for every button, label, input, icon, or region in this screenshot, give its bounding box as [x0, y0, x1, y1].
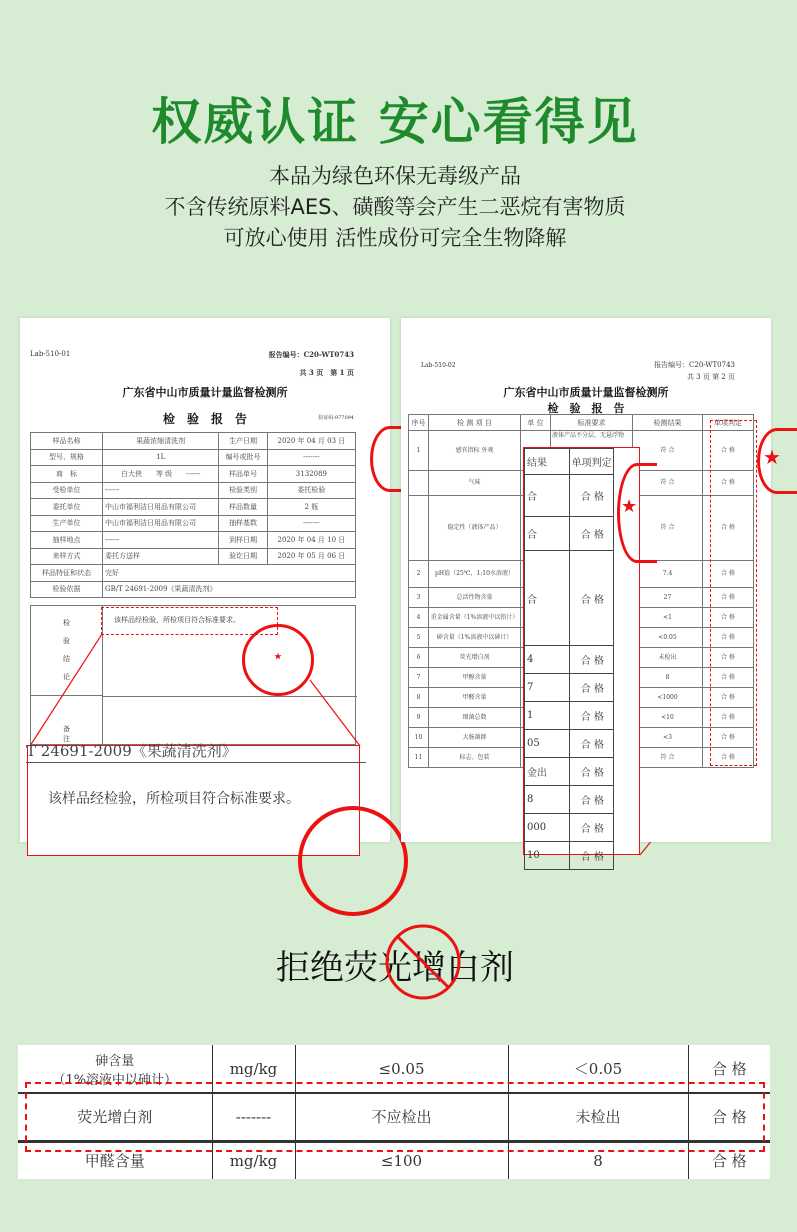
report-title: 检 验 报 告 [162, 412, 247, 426]
result-cell [409, 496, 429, 561]
highlight-row-box [25, 1082, 765, 1152]
table-cell: mg/kg [212, 1141, 295, 1179]
zoom-cell: 合 格 [569, 475, 613, 517]
subtitle-line-3: 可放心使用 活性成份可完全生物降解 [223, 226, 567, 250]
result-cell: 砷含量（1%溶液中以砷计） [429, 628, 521, 648]
result-cell: 合 格 [703, 668, 754, 688]
info-cell: 样品数量 [219, 499, 267, 516]
table-cell: ------- [212, 1093, 295, 1141]
info-cell: 抽样地点 [31, 532, 103, 549]
result-cell: 合 格 [703, 496, 754, 561]
zoom-row [525, 517, 614, 551]
zoom-cell: 合 格 [569, 786, 613, 814]
info-cell: 委托单位 [31, 499, 103, 516]
result-cell: 27 [633, 588, 703, 608]
zoom-cell: 合 [525, 551, 570, 646]
result-cell: 甲醛含量 [429, 688, 521, 708]
result-cell: 合 格 [703, 471, 754, 496]
zoom-row [525, 730, 614, 758]
table-cell: 甲醛含量 [84, 1152, 145, 1171]
result-cell: 8 [633, 668, 703, 688]
result-cell: 符 合 [633, 496, 703, 561]
result-cell: 5 [409, 628, 429, 648]
zoom-cell: 4 [525, 646, 570, 674]
subtitle-line-1: 本品为绿色环保无毒级产品 [269, 164, 521, 188]
info-cell: 3132089 [267, 466, 355, 483]
conclusion-zoom-callout [26, 742, 360, 856]
result-cell: 合 格 [703, 628, 754, 648]
conclusion-text: 该样品经检验，所检项目符合标准要求。 [101, 607, 278, 635]
zoom-cell: 合 格 [569, 646, 613, 674]
header-row [409, 415, 754, 431]
result-cell: 6 [409, 648, 429, 668]
result-cell: 符 合 [633, 748, 703, 768]
remark-label: 备 注 [31, 696, 103, 746]
page-count: 共 3 页 第 1 页 [299, 368, 354, 377]
info-cell: GB/T 24691-2009《果蔬清洗剂》 [103, 581, 356, 598]
zoom-cell: 合 [525, 475, 570, 517]
result-cell: 4 [409, 608, 429, 628]
result-cell: <1 [633, 608, 703, 628]
result-cell: 合 格 [703, 431, 754, 471]
zoom-row [525, 814, 614, 842]
result-cell: 感官指标 外观 [429, 431, 521, 471]
zoom-header-row [525, 449, 614, 475]
result-cell: 7 [409, 668, 429, 688]
result-cell: 气味 [429, 471, 521, 496]
table-cell: 合 格 [688, 1045, 770, 1093]
zoom-cell: 合 格 [569, 551, 613, 646]
result-cell: <3 [633, 728, 703, 748]
info-cell: 样品名称 [31, 433, 103, 450]
info-cell: 完好 [103, 565, 356, 582]
result-cell: 1 [409, 431, 429, 471]
info-cell: 编号或批号 [219, 449, 267, 466]
subtitle-line-2: 不含传统原料AES、磺酸等会产生二恶烷有害物质 [164, 195, 626, 219]
result-cell: 合 格 [703, 588, 754, 608]
org-name: 广东省中山市质量计量监督检测所 [503, 386, 669, 399]
org-name: 广东省中山市质量计量监督检测所 [122, 386, 288, 399]
zoom-cell: 05 [525, 730, 570, 758]
info-cell: 来样方式 [31, 548, 103, 565]
table-cell: mg/kg [212, 1045, 295, 1093]
info-cell: ------ [103, 532, 219, 549]
result-cell: 未检出 [633, 648, 703, 668]
zoom-cell: 合 格 [569, 517, 613, 551]
lab-code: Lab-510-02 [421, 362, 456, 369]
prohibited-icon [383, 922, 463, 1002]
result-cell: 2 [409, 561, 429, 588]
zoom-cell: 000 [525, 814, 570, 842]
zoom-row [525, 646, 614, 674]
result-cell: <10 [633, 708, 703, 728]
result-cell: 8 [409, 688, 429, 708]
column-header: 标准要求 [551, 415, 633, 431]
result-cell: <0.05 [633, 628, 703, 648]
result-cell: 10 [409, 728, 429, 748]
result-cell: 细菌总数 [429, 708, 521, 728]
result-cell: 3 [409, 588, 429, 608]
zoom-cell: 7 [525, 674, 570, 702]
result-cell: 7.4 [633, 561, 703, 588]
info-cell: 抽样基数 [219, 515, 267, 532]
verify-code: 验证码:977094 [318, 415, 354, 421]
table-cell: 未检出 [508, 1093, 688, 1141]
report-number: 报告编号：C20-WT0743 [268, 350, 354, 359]
info-cell: 中山市福利洁日用品有限公司 [103, 515, 219, 532]
zoom-row [525, 551, 614, 646]
info-cell: 到样日期 [219, 532, 267, 549]
zoom-cell: 合 格 [569, 674, 613, 702]
result-cell: 大肠菌群 [429, 728, 521, 748]
judgement-highlight [710, 420, 757, 766]
zoom-cell: 合 格 [569, 842, 613, 870]
zoom-row [525, 758, 614, 786]
info-cell: 商 标 [31, 466, 103, 483]
info-cell: 检验依据 [31, 581, 103, 598]
info-cell: 1L [103, 449, 219, 466]
result-cell: 11 [409, 748, 429, 768]
table-cell: ≤100 [295, 1141, 508, 1179]
zoom-row [525, 702, 614, 730]
zoom-cell: 10 [525, 842, 570, 870]
zoom-cell: 金出 [525, 758, 570, 786]
result-cell: 重金属含量（1%溶液中以铅计） [429, 608, 521, 628]
column-header: 检测结果 [633, 415, 703, 431]
result-cell: 合 格 [703, 608, 754, 628]
results-zoom-callout [523, 447, 640, 863]
info-cell: 中山市福利洁日用品有限公司 [103, 499, 219, 516]
zoom-stamp [298, 806, 408, 916]
zoom-cell: 合 格 [569, 758, 613, 786]
zoom-cell: 合 格 [569, 730, 613, 758]
zoom-cell: 1 [525, 702, 570, 730]
result-cell: pH值（25℃，1:10水溶液） [429, 561, 521, 588]
result-cell: 合 格 [703, 688, 754, 708]
column-header: 单项判定 [703, 415, 754, 431]
zoom-cell: 合 格 [569, 814, 613, 842]
result-cell: 甲醇含量 [429, 668, 521, 688]
zoom-header: 结果 [525, 449, 570, 475]
result-cell: 合 格 [703, 708, 754, 728]
info-cell: 型号、规格 [31, 449, 103, 466]
table-cell: 砷含量 （1%溶液中以砷计） [52, 1053, 178, 1088]
lab-code: Lab-510-01 [30, 350, 71, 358]
info-cell: 委托方送样 [103, 548, 219, 565]
zoom-header: 单项判定 [569, 449, 613, 475]
stamp-edge: ★ [757, 428, 797, 494]
result-cell: 符 合 [633, 431, 703, 471]
info-cell: 2020 年 04 月 10 日 [267, 532, 355, 549]
page-title: 权威认证 安心看得见 [151, 93, 639, 151]
info-cell: ------- [267, 449, 355, 466]
table-cell: 8 [508, 1141, 688, 1179]
info-cell: ------- [267, 515, 355, 532]
result-cell: 合 格 [703, 748, 754, 768]
zoom-stamp: ★ [617, 463, 657, 563]
info-cell: 样品特征和状态 [31, 565, 103, 582]
page-count: 共 3 页 第 2 页 [686, 373, 735, 381]
result-cell: 合 格 [703, 561, 754, 588]
table-cell: 合 格 [688, 1141, 770, 1179]
report-number: 报告编号：C20-WT0743 [654, 361, 735, 369]
result-cell: 标志、包装 [429, 748, 521, 768]
result-cell [409, 471, 429, 496]
zoom-standard-text: T 24691-2009《果蔬清洗剂》 [26, 740, 366, 763]
zoom-cell: 合 格 [569, 702, 613, 730]
info-cell: 生产日期 [219, 433, 267, 450]
table-cell: 荧光增白剂 [18, 1093, 212, 1141]
info-cell: 检验类别 [219, 482, 267, 499]
result-cell: 符 合 [633, 471, 703, 496]
report-title: 检 验 报 告 [547, 402, 625, 415]
info-cell: 受检单位 [31, 482, 103, 499]
table-cell: ＜0.05 [508, 1045, 688, 1093]
info-cell: 验讫日期 [219, 548, 267, 565]
info-cell: 2020 年 04 月 03 日 [267, 433, 355, 450]
result-cell: 9 [409, 708, 429, 728]
zoom-results-table [524, 448, 614, 870]
zoom-cell: 8 [525, 786, 570, 814]
info-cell: 2020 年 05 月 06 日 [267, 548, 355, 565]
result-cell: <1000 [633, 688, 703, 708]
table-cell: ≤0.05 [295, 1045, 508, 1093]
zoom-row [525, 786, 614, 814]
info-cell: 白大侠 等 级 ------ [103, 466, 219, 483]
result-cell: 合 格 [703, 648, 754, 668]
column-header: 序号 [409, 415, 429, 431]
table-cell: 不应检出 [295, 1093, 508, 1141]
result-cell: 液体产品不分层，无悬浮物 [551, 431, 633, 471]
info-cell: 2 瓶 [267, 499, 355, 516]
result-cell: 荧光增白剂 [429, 648, 521, 668]
zoom-cell: 合 [525, 517, 570, 551]
section-title: 拒绝荧光增白剂 [276, 948, 514, 988]
result-cell: 合 格 [703, 728, 754, 748]
column-header: 单 位 [521, 415, 551, 431]
result-cell: 稳定性（液体产品） [429, 496, 521, 561]
column-header: 检 测 项 目 [429, 415, 521, 431]
zoom-row [525, 674, 614, 702]
info-cell: 生产单位 [31, 515, 103, 532]
zoom-conclusion-text: 该样品经检验，所检项目符合标准要求。 [48, 791, 300, 807]
info-cell: ------ [103, 482, 219, 499]
zoom-row [525, 475, 614, 517]
table-cell: 合 格 [688, 1093, 770, 1141]
info-cell: 果蔬浓缩清洗剂 [103, 433, 219, 450]
official-stamp: ★ [242, 624, 314, 696]
result-cell: 总活性物含量 [429, 588, 521, 608]
zoom-row [525, 842, 614, 870]
info-cell: 委托检验 [267, 482, 355, 499]
conclusion-label: 检 验 结 论 [31, 606, 103, 696]
info-cell: 样品单号 [219, 466, 267, 483]
